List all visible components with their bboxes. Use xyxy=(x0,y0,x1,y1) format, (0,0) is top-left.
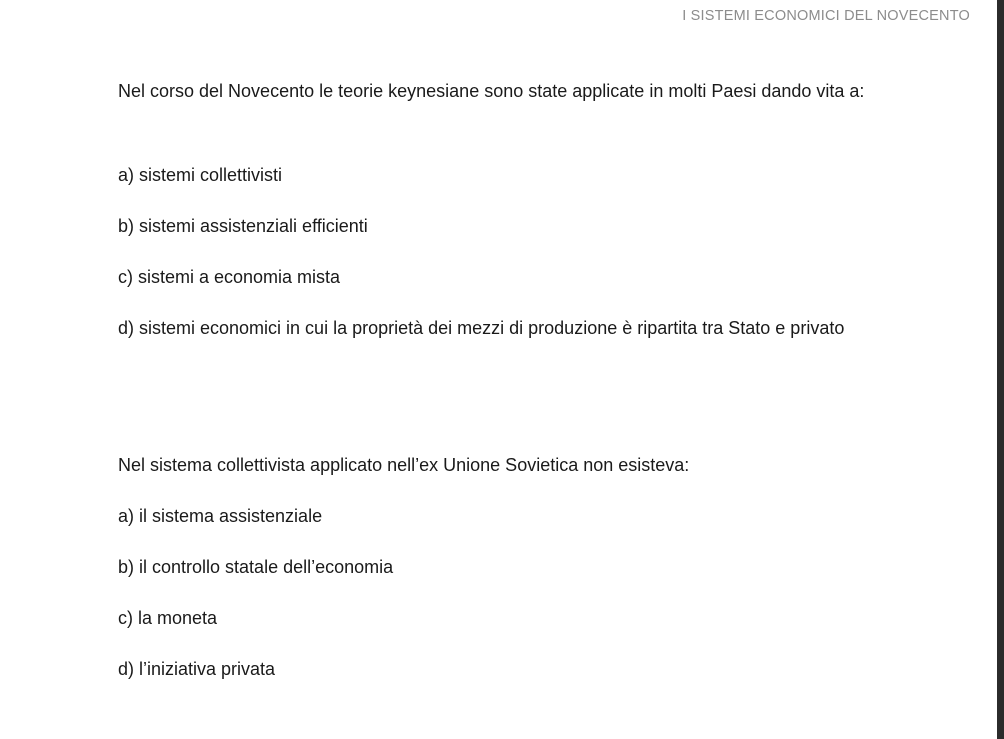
question-2-option-d: d) l’iniziativa privata xyxy=(118,659,276,679)
question-1-option-c: c) sistemi a economia mista xyxy=(118,267,341,287)
running-header: I SISTEMI ECONOMICI DEL NOVECENTO xyxy=(682,8,970,24)
page-edge-border xyxy=(997,0,1004,739)
question-2-option-a: a) il sistema assistenziale xyxy=(118,506,323,526)
question-1-stem: Nel corso del Novecento le teorie keynesiane sono state applicate in molti Paesi dando vita a: xyxy=(118,81,865,101)
question-2-option-c: c) la moneta xyxy=(118,608,218,628)
question-2-stem: Nel sistema collettivista applicato nell’ex Unione Sovietica non esisteva: xyxy=(118,455,690,475)
question-1-option-a: a) sistemi collettivisti xyxy=(118,165,283,185)
question-1-option-d: d) sistemi economici in cui la proprietà dei mezzi di produzione è ripartita tra Stato e privato xyxy=(118,318,845,338)
question-2-option-b: b) il controllo statale dell’economia xyxy=(118,557,394,577)
question-1-option-b: b) sistemi assistenziali efficienti xyxy=(118,216,368,236)
